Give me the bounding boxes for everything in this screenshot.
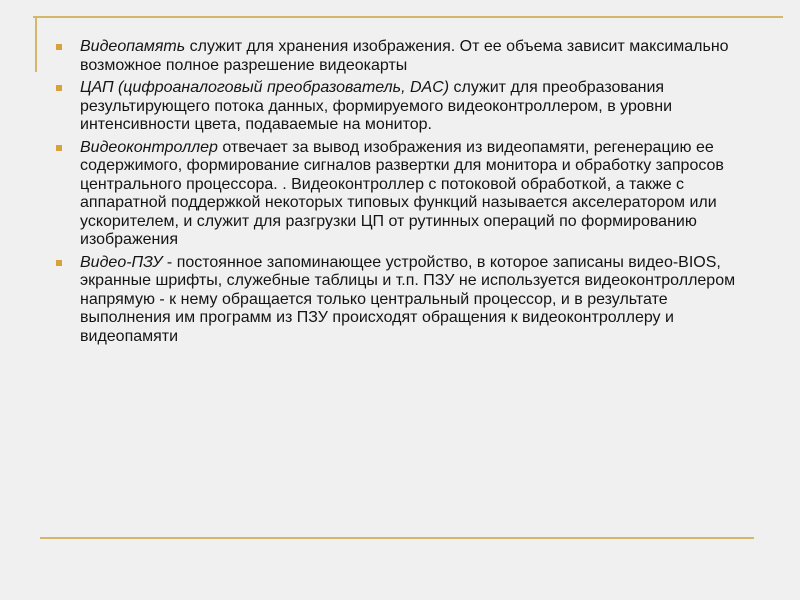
bullet-list bbox=[56, 38, 746, 346]
term-label: Видеоконтроллер bbox=[80, 138, 218, 156]
term-label: ЦАП (цифроаналоговый преобразователь, DAC) bbox=[80, 79, 450, 96]
term-description: служит для преобразования результирующего потока данных, формируемого видеоконтроллером, в уровни интенсивности цвета, подаваемые на монитор. bbox=[80, 79, 673, 133]
slide-content bbox=[56, 38, 746, 350]
term-description: отвечает за вывод изображения из видеопамяти, регенерацию ее содержимого, формирование сигналов развертки для монитора и обработку запросов центрального процессора. . Видеоконтроллер с потоковой обработкой, а также с аппаратной поддержкой некоторых типовых функций называется акселератором или ускорителем, и служит для разгрузки ЦП от рутинных операций по формированию изображения bbox=[80, 138, 724, 248]
bullet-item-videomemory bbox=[56, 38, 746, 75]
bottom-frame-line bbox=[40, 537, 754, 539]
square-bullet-icon bbox=[56, 85, 62, 91]
bullet-item-dac bbox=[56, 79, 746, 135]
square-bullet-icon bbox=[56, 145, 62, 151]
term-description: служит для хранения изображения. От ее объема зависит максимально возможное полное разрешение видеокарты bbox=[80, 38, 729, 74]
bullet-item-videocontroller bbox=[56, 139, 746, 250]
left-frame-line bbox=[35, 16, 37, 72]
term-label: Видео-ПЗУ bbox=[80, 253, 163, 271]
square-bullet-icon bbox=[56, 44, 62, 50]
term-label: Видеопамять bbox=[80, 38, 186, 55]
square-bullet-icon bbox=[56, 260, 62, 266]
term-description: - постоянное запоминающее устройство, в которое записаны видео-BIOS, экранные шрифты, служебные таблицы и т.п. ПЗУ не используется видеоконтроллером напрямую - к нему обращается только центральный процессор, и в результате выполнения им программ из ПЗУ происходят обращения к видеоконтроллеру и видеопамяти bbox=[80, 253, 736, 345]
bullet-item-video-rom bbox=[56, 254, 746, 347]
top-frame-line bbox=[33, 16, 783, 18]
